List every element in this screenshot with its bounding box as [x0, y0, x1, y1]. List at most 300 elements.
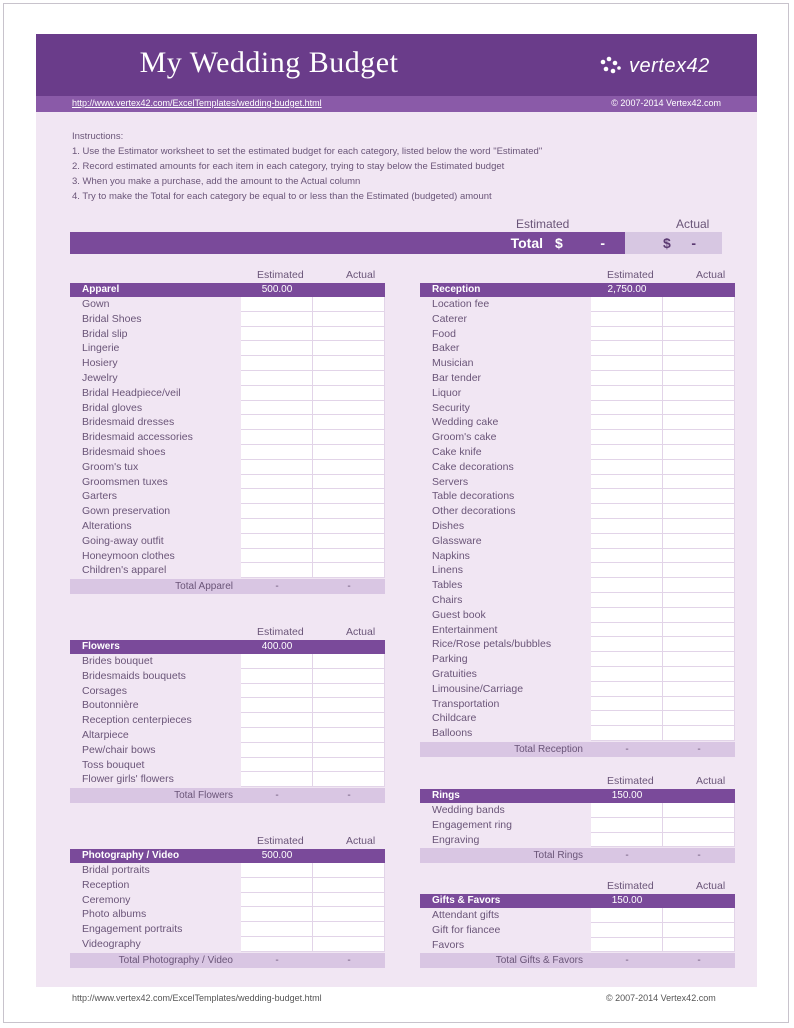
budget-row — [70, 341, 385, 356]
category-total-actual: - — [347, 954, 351, 966]
actual-cell[interactable] — [313, 758, 385, 773]
budget-row — [70, 698, 385, 713]
actual-cell[interactable] — [313, 549, 385, 564]
estimated-cell[interactable] — [591, 386, 663, 401]
budget-row — [70, 386, 385, 401]
category-total-estimated: - — [625, 955, 629, 967]
budget-row — [70, 907, 385, 922]
budget-row — [70, 937, 385, 952]
category-name: Apparel — [82, 284, 120, 295]
estimated-column-label: Estimated — [607, 880, 654, 892]
item-label: Corsages — [82, 684, 127, 697]
actual-column-label: Actual — [346, 269, 376, 281]
estimated-cell[interactable] — [591, 608, 663, 623]
estimated-cell[interactable] — [241, 922, 313, 937]
actual-cell[interactable] — [663, 608, 735, 623]
actual-cell[interactable] — [663, 726, 735, 741]
item-label: Flower girls' flowers — [82, 773, 174, 786]
column-headers — [70, 835, 385, 849]
actual-cell[interactable] — [663, 908, 735, 923]
item-label: Balloons — [432, 727, 473, 740]
category-total-row — [420, 953, 735, 968]
budget-row — [70, 371, 385, 386]
category-total-label: Total Reception — [514, 743, 583, 755]
actual-cell[interactable] — [663, 504, 735, 519]
actual-cell[interactable] — [313, 475, 385, 490]
item-label: Pew/chair bows — [82, 743, 156, 756]
item-label: Servers — [432, 475, 469, 488]
category-total-row — [420, 742, 735, 757]
estimated-cell[interactable] — [591, 726, 663, 741]
item-label: Reception — [82, 878, 130, 891]
item-label: Childcare — [432, 712, 477, 725]
budget-row — [70, 743, 385, 758]
actual-cell[interactable] — [313, 504, 385, 519]
grand-total-estimated — [555, 232, 625, 254]
actual-cell[interactable] — [663, 637, 735, 652]
actual-cell[interactable] — [663, 697, 735, 712]
budget-row — [420, 697, 735, 712]
budget-row — [70, 684, 385, 699]
estimated-cell[interactable] — [591, 637, 663, 652]
summary-actual-label: Actual — [676, 217, 710, 231]
item-label: Garters — [82, 490, 118, 503]
item-label: Table decorations — [432, 490, 515, 503]
budget-row — [70, 356, 385, 371]
actual-cell[interactable] — [313, 893, 385, 908]
item-label: Favors — [432, 938, 465, 951]
estimated-cell[interactable] — [241, 534, 313, 549]
category-total-label: Total Flowers — [174, 790, 233, 802]
actual-cell[interactable] — [313, 415, 385, 430]
actual-cell[interactable] — [313, 534, 385, 549]
estimated-cell[interactable] — [241, 669, 313, 684]
actual-column-label: Actual — [346, 626, 376, 638]
estimated-cell[interactable] — [241, 907, 313, 922]
item-label: Ceremony — [82, 893, 131, 906]
budget-row — [420, 623, 735, 638]
estimated-cell[interactable] — [241, 504, 313, 519]
estimated-cell[interactable] — [591, 430, 663, 445]
estimated-cell[interactable] — [241, 401, 313, 416]
actual-cell[interactable] — [663, 923, 735, 938]
actual-cell[interactable] — [313, 327, 385, 342]
actual-cell[interactable] — [663, 818, 735, 833]
actual-cell[interactable] — [313, 312, 385, 327]
budget-row — [70, 863, 385, 878]
budget-row — [420, 356, 735, 371]
actual-cell[interactable] — [313, 401, 385, 416]
actual-column-label: Actual — [696, 269, 726, 281]
category-header — [70, 640, 385, 654]
currency-symbol: $ — [555, 235, 563, 251]
instruction-line: 2. Record estimated amounts for each item in each category, trying to stay below the Estimated budget — [72, 161, 505, 172]
actual-cell[interactable] — [313, 863, 385, 878]
budget-row — [70, 297, 385, 312]
actual-cell[interactable] — [663, 534, 735, 549]
category-actual-cell — [663, 789, 735, 803]
actual-cell[interactable] — [663, 682, 735, 697]
item-label: Groomsmen tuxes — [82, 475, 168, 488]
estimated-cell[interactable] — [591, 563, 663, 578]
actual-cell[interactable] — [313, 669, 385, 684]
logo-text: vertex42 — [629, 54, 710, 77]
estimated-cell[interactable] — [241, 937, 313, 952]
item-label: Groom's cake — [432, 431, 497, 444]
item-label: Linens — [432, 564, 463, 577]
estimated-cell[interactable] — [591, 460, 663, 475]
estimated-cell[interactable] — [591, 312, 663, 327]
item-label: Reception centerpieces — [82, 714, 192, 727]
actual-cell[interactable] — [663, 652, 735, 667]
section-gifts-favors — [420, 880, 735, 968]
budget-row — [70, 878, 385, 893]
item-label: Transportation — [432, 697, 500, 710]
estimated-cell[interactable] — [241, 743, 313, 758]
estimated-cell[interactable] — [591, 803, 663, 818]
estimated-cell[interactable] — [591, 652, 663, 667]
actual-column-label: Actual — [696, 775, 726, 787]
copyright-text: © 2007-2014 Vertex42.com — [611, 98, 721, 108]
actual-cell[interactable] — [313, 445, 385, 460]
budget-row — [420, 726, 735, 741]
budget-row — [420, 534, 735, 549]
category-header — [420, 789, 735, 803]
item-label: Hosiery — [82, 357, 118, 370]
category-total-label: Total Rings — [533, 850, 583, 862]
footer-copyright: © 2007-2014 Vertex42.com — [606, 993, 716, 1003]
estimated-cell[interactable] — [591, 623, 663, 638]
estimated-cell[interactable] — [241, 430, 313, 445]
grand-total-actual-value: - — [691, 235, 696, 251]
item-label: Rice/Rose petals/bubbles — [432, 638, 552, 651]
estimated-cell[interactable] — [241, 312, 313, 327]
estimated-cell[interactable] — [591, 371, 663, 386]
estimated-cell[interactable] — [241, 684, 313, 699]
budget-row — [420, 549, 735, 564]
estimated-cell[interactable] — [241, 475, 313, 490]
item-label: Bar tender — [432, 371, 482, 384]
actual-cell[interactable] — [313, 684, 385, 699]
instruction-line: 4. Try to make the Total for each category be equal to or less than the Estimated (budgeted) amount — [72, 191, 492, 202]
category-budget: 400.00 — [261, 641, 293, 652]
title-banner — [36, 34, 757, 96]
budget-row — [420, 386, 735, 401]
actual-cell[interactable] — [663, 549, 735, 564]
budget-row — [70, 893, 385, 908]
actual-cell[interactable] — [313, 371, 385, 386]
item-label: Chairs — [432, 593, 463, 606]
category-header — [70, 283, 385, 297]
category-total-row — [70, 788, 385, 803]
budget-row — [70, 758, 385, 773]
actual-cell[interactable] — [663, 563, 735, 578]
estimated-cell[interactable] — [241, 341, 313, 356]
estimated-cell[interactable] — [591, 578, 663, 593]
category-total-row — [70, 579, 385, 594]
item-label: Children's apparel — [82, 564, 167, 577]
estimated-cell[interactable] — [241, 371, 313, 386]
estimated-cell[interactable] — [241, 356, 313, 371]
actual-cell[interactable] — [663, 445, 735, 460]
estimated-cell[interactable] — [591, 356, 663, 371]
estimated-cell[interactable] — [241, 327, 313, 342]
actual-cell[interactable] — [313, 341, 385, 356]
estimated-cell[interactable] — [591, 519, 663, 534]
actual-cell[interactable] — [313, 907, 385, 922]
item-label: Gown — [82, 298, 110, 310]
estimated-cell[interactable] — [241, 489, 313, 504]
budget-row — [420, 593, 735, 608]
actual-cell[interactable] — [313, 772, 385, 787]
actual-cell[interactable] — [663, 593, 735, 608]
item-label: Baker — [432, 342, 460, 355]
budget-row — [420, 401, 735, 416]
template-link[interactable]: http://www.vertex42.com/ExcelTemplates/wedding-budget.html — [72, 98, 322, 108]
actual-cell[interactable] — [663, 711, 735, 726]
estimated-column-label: Estimated — [257, 269, 304, 281]
column-headers — [420, 775, 735, 789]
category-budget: 2,750.00 — [607, 284, 647, 295]
actual-cell[interactable] — [663, 430, 735, 445]
actual-cell[interactable] — [313, 356, 385, 371]
category-header — [420, 283, 735, 297]
estimated-cell[interactable] — [241, 549, 313, 564]
estimated-cell[interactable] — [591, 445, 663, 460]
actual-cell[interactable] — [663, 519, 735, 534]
category-name: Rings — [432, 790, 460, 801]
category-name: Flowers — [82, 641, 120, 652]
budget-row — [420, 519, 735, 534]
budget-row — [420, 430, 735, 445]
budget-row — [70, 504, 385, 519]
budget-row — [70, 415, 385, 430]
category-total-estimated: - — [625, 850, 629, 862]
actual-cell[interactable] — [663, 803, 735, 818]
instructions — [72, 129, 542, 204]
actual-cell[interactable] — [663, 623, 735, 638]
actual-cell[interactable] — [663, 938, 735, 953]
estimated-cell[interactable] — [591, 833, 663, 848]
item-label: Bridal gloves — [82, 401, 143, 414]
item-label: Cake decorations — [432, 460, 514, 473]
estimated-cell[interactable] — [241, 758, 313, 773]
estimated-cell[interactable] — [591, 818, 663, 833]
item-label: Engagement portraits — [82, 923, 183, 936]
item-label: Bridal portraits — [82, 864, 150, 876]
actual-cell[interactable] — [313, 430, 385, 445]
budget-row — [420, 371, 735, 386]
estimated-cell[interactable] — [591, 297, 663, 312]
budget-sheet — [36, 34, 757, 987]
actual-cell[interactable] — [663, 297, 735, 312]
estimated-column-label: Estimated — [257, 626, 304, 638]
budget-row — [420, 923, 735, 938]
actual-cell[interactable] — [663, 341, 735, 356]
estimated-cell[interactable] — [591, 341, 663, 356]
actual-cell[interactable] — [313, 728, 385, 743]
estimated-cell[interactable] — [241, 698, 313, 713]
item-label: Bridal Headpiece/veil — [82, 386, 181, 399]
actual-cell[interactable] — [313, 922, 385, 937]
estimated-cell[interactable] — [591, 327, 663, 342]
budget-row — [420, 312, 735, 327]
budget-row — [70, 563, 385, 578]
actual-cell[interactable] — [313, 386, 385, 401]
estimated-cell[interactable] — [241, 519, 313, 534]
actual-cell[interactable] — [313, 937, 385, 952]
estimated-cell[interactable] — [241, 893, 313, 908]
budget-row — [420, 938, 735, 953]
budget-row — [70, 772, 385, 787]
section-photography-video — [70, 835, 385, 968]
actual-cell[interactable] — [313, 743, 385, 758]
budget-row — [420, 504, 735, 519]
budget-row — [70, 728, 385, 743]
actual-cell[interactable] — [313, 698, 385, 713]
estimated-cell[interactable] — [241, 460, 313, 475]
actual-cell[interactable] — [663, 489, 735, 504]
item-label: Gratuities — [432, 667, 477, 680]
item-label: Caterer — [432, 312, 468, 325]
budget-row — [420, 460, 735, 475]
actual-cell[interactable] — [663, 460, 735, 475]
item-label: Wedding cake — [432, 416, 499, 429]
estimated-cell[interactable] — [591, 401, 663, 416]
category-actual-cell — [313, 849, 385, 863]
estimated-cell[interactable] — [591, 593, 663, 608]
actual-cell[interactable] — [313, 460, 385, 475]
budget-row — [70, 519, 385, 534]
budget-row — [420, 803, 735, 818]
actual-cell[interactable] — [663, 386, 735, 401]
estimated-cell[interactable] — [241, 415, 313, 430]
budget-row — [420, 297, 735, 312]
category-total-estimated: - — [275, 581, 279, 593]
item-label: Attendant gifts — [432, 909, 500, 921]
estimated-cell[interactable] — [241, 563, 313, 578]
category-budget: 150.00 — [611, 895, 643, 906]
category-total-label: Total Photography / Video — [118, 954, 233, 966]
item-label: Parking — [432, 653, 468, 666]
item-label: Altarpiece — [82, 728, 129, 741]
item-label: Security — [432, 401, 470, 414]
category-total-row — [420, 848, 735, 863]
actual-cell[interactable] — [663, 415, 735, 430]
actual-cell[interactable] — [663, 833, 735, 848]
item-label: Toss bouquet — [82, 758, 145, 771]
estimated-cell[interactable] — [591, 504, 663, 519]
budget-row — [70, 430, 385, 445]
actual-cell[interactable] — [663, 356, 735, 371]
estimated-cell[interactable] — [591, 711, 663, 726]
estimated-cell[interactable] — [241, 445, 313, 460]
grand-total-estimated-value: - — [600, 235, 605, 251]
estimated-cell[interactable] — [241, 654, 313, 669]
estimated-cell[interactable] — [591, 415, 663, 430]
actual-cell[interactable] — [663, 401, 735, 416]
actual-cell[interactable] — [663, 312, 735, 327]
estimated-cell[interactable] — [241, 728, 313, 743]
actual-cell[interactable] — [313, 519, 385, 534]
estimated-cell[interactable] — [241, 713, 313, 728]
footer-url: http://www.vertex42.com/ExcelTemplates/wedding-budget.html — [72, 993, 322, 1003]
category-budget: 500.00 — [261, 850, 293, 861]
estimated-cell[interactable] — [241, 297, 313, 312]
budget-row — [70, 669, 385, 684]
category-header — [70, 849, 385, 863]
estimated-cell[interactable] — [591, 923, 663, 938]
actual-cell[interactable] — [313, 878, 385, 893]
budget-row — [420, 415, 735, 430]
actual-cell[interactable] — [663, 327, 735, 342]
category-budget: 150.00 — [611, 790, 643, 801]
estimated-cell[interactable] — [241, 386, 313, 401]
budget-row — [70, 922, 385, 937]
budget-row — [420, 833, 735, 848]
estimated-cell[interactable] — [591, 489, 663, 504]
budget-row — [420, 682, 735, 697]
actual-cell[interactable] — [313, 297, 385, 312]
estimated-cell[interactable] — [591, 534, 663, 549]
actual-cell[interactable] — [313, 713, 385, 728]
actual-cell[interactable] — [313, 489, 385, 504]
estimated-cell[interactable] — [241, 863, 313, 878]
budget-row — [420, 327, 735, 342]
category-total-estimated: - — [625, 743, 629, 755]
item-label: Food — [432, 327, 456, 340]
budget-row — [420, 489, 735, 504]
category-name: Reception — [432, 284, 481, 295]
budget-row — [70, 534, 385, 549]
item-label: Bridesmaids bouquets — [82, 669, 186, 682]
actual-cell[interactable] — [663, 578, 735, 593]
page-title: My Wedding Budget — [139, 46, 399, 79]
estimated-cell[interactable] — [591, 682, 663, 697]
estimated-cell[interactable] — [591, 908, 663, 923]
budget-row — [420, 711, 735, 726]
actual-cell[interactable] — [663, 667, 735, 682]
actual-cell[interactable] — [313, 654, 385, 669]
actual-cell[interactable] — [663, 475, 735, 490]
item-label: Glassware — [432, 534, 482, 547]
estimated-cell[interactable] — [591, 697, 663, 712]
estimated-cell[interactable] — [241, 772, 313, 787]
link-bar — [36, 96, 757, 112]
item-label: Tables — [432, 579, 463, 592]
estimated-cell[interactable] — [591, 475, 663, 490]
estimated-cell[interactable] — [591, 667, 663, 682]
budget-row — [70, 312, 385, 327]
section-flowers — [70, 626, 385, 803]
budget-row — [70, 654, 385, 669]
actual-cell[interactable] — [663, 371, 735, 386]
budget-row — [420, 475, 735, 490]
actual-cell[interactable] — [313, 563, 385, 578]
logo-mark-icon — [599, 56, 623, 76]
item-label: Location fee — [432, 298, 490, 310]
estimated-cell[interactable] — [591, 938, 663, 953]
estimated-cell[interactable] — [241, 878, 313, 893]
actual-column-label: Actual — [696, 880, 726, 892]
summary-estimated-label: Estimated — [516, 217, 570, 231]
item-label: Dishes — [432, 519, 465, 532]
item-label: Boutonnière — [82, 699, 139, 712]
item-label: Liquor — [432, 386, 462, 399]
estimated-cell[interactable] — [591, 549, 663, 564]
estimated-column-label: Estimated — [257, 835, 304, 847]
item-label: Gift for fiancee — [432, 923, 501, 936]
